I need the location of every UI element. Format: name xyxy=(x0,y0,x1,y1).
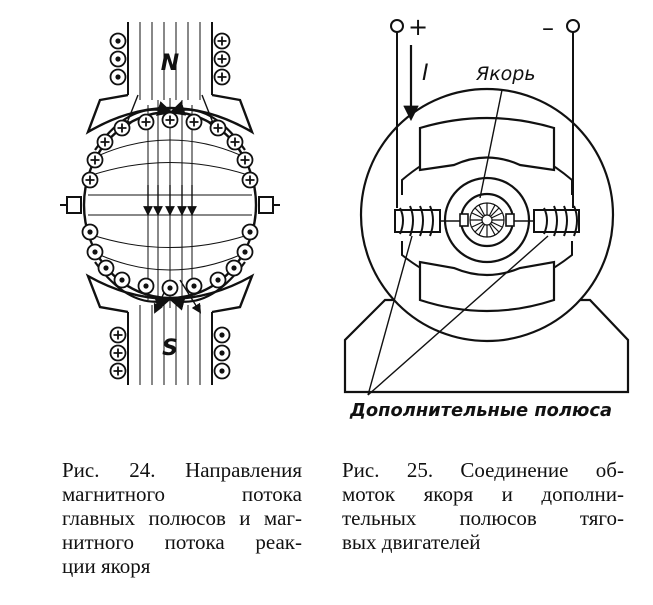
fig25-caption-line: моток якоря и дополни- xyxy=(342,482,624,506)
fig25-current-label: I xyxy=(422,61,429,86)
fig25-armature-label: Якорь xyxy=(476,63,536,85)
fig25-caption-line: Рис. 25. Соединение об- xyxy=(342,458,624,482)
fig25-terminal-minus: – xyxy=(542,14,554,42)
fig24-caption xyxy=(62,458,302,578)
fig24-pole-s-label: S xyxy=(162,336,178,361)
fig25-caption xyxy=(342,458,624,554)
fig25-caption-line: тельных полюсов тяго- xyxy=(342,506,624,530)
fig24-pole-n-label: N xyxy=(160,51,180,76)
fig25-commutator xyxy=(470,203,504,237)
fig24-caption-line: нитного потока реак- xyxy=(62,530,302,554)
fig24-caption-line: магнитного потока xyxy=(62,482,302,506)
fig25-terminal-plus: + xyxy=(408,13,429,41)
fig24-caption-line: ции якоря xyxy=(62,554,151,578)
fig24-caption-line: главных полюсов и маг- xyxy=(62,506,302,530)
fig25-poles-label: Дополнительные полюса xyxy=(349,400,612,421)
fig25-caption-line: вых двигателей xyxy=(342,530,481,554)
fig24-diagram xyxy=(60,22,280,385)
fig24-caption-line: Рис. 24. Направления xyxy=(62,458,302,482)
